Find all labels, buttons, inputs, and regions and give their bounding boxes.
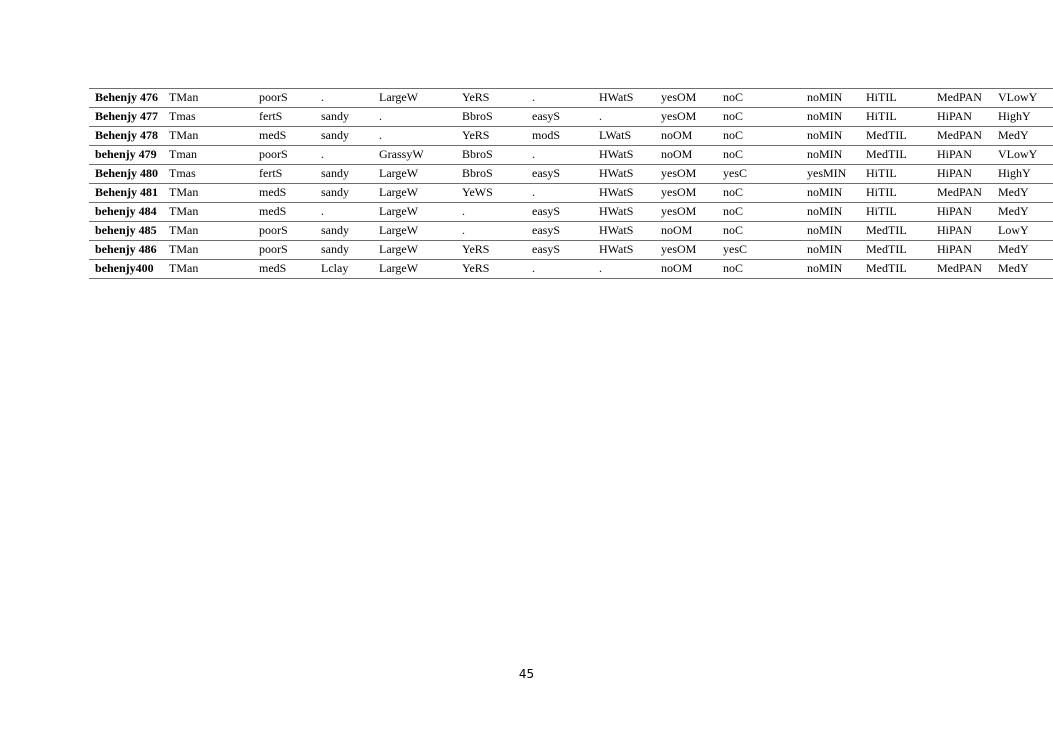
table-cell: HWatS [599,241,661,260]
table-cell: easyS [532,241,599,260]
table-cell: LargeW [379,89,462,108]
table-cell: easyS [532,108,599,127]
table-cell: sandy [321,108,379,127]
row-id-cell: Behenjy 476 [89,89,169,108]
table-cell: noOM [661,127,723,146]
observation-table [89,88,1053,279]
table-cell: YeRS [462,241,532,260]
table-cell: BbroS [462,146,532,165]
table-cell: GrassyW [379,146,462,165]
table-cell: MedTIL [866,222,937,241]
table-cell: sandy [321,184,379,203]
table-cell: LargeW [379,203,462,222]
table-cell: noMIN [807,89,866,108]
row-id-cell: behenjy400 [89,260,169,279]
table-row [89,241,1053,260]
table-cell: noMIN [807,108,866,127]
table-cell: Tman [169,146,259,165]
row-id-cell: Behenjy 481 [89,184,169,203]
table-cell: medS [259,260,321,279]
table-cell: LWatS [599,127,661,146]
table-cell: . [599,260,661,279]
table-cell: fertS [259,165,321,184]
row-id-cell: behenjy 485 [89,222,169,241]
table-cell: HWatS [599,184,661,203]
table-cell: poorS [259,89,321,108]
table-cell: yesMIN [807,165,866,184]
table-cell: noC [723,222,807,241]
table-cell: medS [259,127,321,146]
table-cell: YeRS [462,89,532,108]
table-cell: HiTIL [866,108,937,127]
table-cell: noC [723,146,807,165]
table-cell: sandy [321,222,379,241]
table-cell: LargeW [379,165,462,184]
table-cell: noC [723,260,807,279]
table-row [89,203,1053,222]
table-cell: HiTIL [866,165,937,184]
table-cell: yesOM [661,165,723,184]
table-cell: MedTIL [866,260,937,279]
table-cell: poorS [259,222,321,241]
table-cell: noMIN [807,241,866,260]
table-cell: TMan [169,127,259,146]
table-cell: yesOM [661,89,723,108]
table-cell: Lclay [321,260,379,279]
table-cell: . [532,89,599,108]
table-cell: HWatS [599,222,661,241]
row-id-cell: Behenjy 477 [89,108,169,127]
table-cell: . [321,146,379,165]
table-cell: sandy [321,127,379,146]
table-body [89,89,1053,279]
table-cell: VLowY [998,146,1053,165]
table-cell: Tmas [169,165,259,184]
table-cell: HWatS [599,146,661,165]
row-id-cell: behenjy 486 [89,241,169,260]
table-row [89,222,1053,241]
table-cell: MedTIL [866,241,937,260]
table-cell: HiTIL [866,89,937,108]
table-cell: TMan [169,203,259,222]
table-cell: easyS [532,165,599,184]
table-row [89,108,1053,127]
table-cell: . [379,108,462,127]
table-cell: yesOM [661,203,723,222]
row-id-cell: behenjy 484 [89,203,169,222]
row-id-cell: behenjy 479 [89,146,169,165]
table-cell: LargeW [379,222,462,241]
table-cell: VLowY [998,89,1053,108]
table-cell: BbroS [462,108,532,127]
table-cell: fertS [259,108,321,127]
table-cell: MedY [998,241,1053,260]
table-cell: noC [723,184,807,203]
table-cell: TMan [169,89,259,108]
table-cell: yesC [723,241,807,260]
table-cell: yesOM [661,108,723,127]
table-cell: HWatS [599,203,661,222]
table-cell: HighY [998,165,1053,184]
table-row [89,127,1053,146]
table-cell: noMIN [807,203,866,222]
table-cell: . [321,203,379,222]
table-cell: TMan [169,241,259,260]
table-row [89,146,1053,165]
table-cell: MedPAN [937,260,998,279]
table-cell: noOM [661,222,723,241]
table-cell: noC [723,89,807,108]
table-cell: Tmas [169,108,259,127]
table-cell: YeRS [462,127,532,146]
row-id-cell: Behenjy 478 [89,127,169,146]
table-cell: yesOM [661,241,723,260]
table-cell: poorS [259,241,321,260]
table-cell: . [532,146,599,165]
table-cell: BbroS [462,165,532,184]
table-cell: HWatS [599,165,661,184]
table-cell: poorS [259,146,321,165]
table-cell: noC [723,127,807,146]
table-cell: LargeW [379,184,462,203]
table-cell: MedY [998,203,1053,222]
table-cell: LargeW [379,260,462,279]
table-cell: yesOM [661,184,723,203]
table-cell: MedY [998,127,1053,146]
page-number: 45 [518,667,535,681]
table-cell: MedY [998,184,1053,203]
table-cell: noMIN [807,127,866,146]
table-cell: sandy [321,241,379,260]
table-cell: noOM [661,146,723,165]
table-cell: . [532,260,599,279]
table-cell: TMan [169,260,259,279]
table-cell: noMIN [807,146,866,165]
table-cell: easyS [532,222,599,241]
table-cell: noC [723,203,807,222]
table-cell: noMIN [807,260,866,279]
table-cell: HiPAN [937,222,998,241]
table-cell: yesC [723,165,807,184]
table-row [89,260,1053,279]
table-cell: MedPAN [937,89,998,108]
table-cell: HiPAN [937,203,998,222]
table-cell: TMan [169,184,259,203]
table-cell: . [532,184,599,203]
table-cell: . [599,108,661,127]
table-cell: medS [259,184,321,203]
table-cell: TMan [169,222,259,241]
table-row [89,184,1053,203]
table-cell: HiPAN [937,108,998,127]
table-cell: noC [723,108,807,127]
table-cell: MedTIL [866,146,937,165]
table-cell: medS [259,203,321,222]
table-cell: . [379,127,462,146]
table-cell: . [321,89,379,108]
table-cell: noMIN [807,222,866,241]
table-cell: HiPAN [937,146,998,165]
table-cell: MedPAN [937,184,998,203]
table-cell: YeRS [462,260,532,279]
table-cell: modS [532,127,599,146]
table-cell: HiTIL [866,184,937,203]
table-cell: HWatS [599,89,661,108]
table-cell: LowY [998,222,1053,241]
table-cell: . [462,203,532,222]
table-cell: HiTIL [866,203,937,222]
table-row [89,89,1053,108]
table-cell: LargeW [379,241,462,260]
table-cell: . [462,222,532,241]
table-cell: MedPAN [937,127,998,146]
table-cell: noOM [661,260,723,279]
table-cell: sandy [321,165,379,184]
table-row [89,165,1053,184]
table-cell: noMIN [807,184,866,203]
row-id-cell: Behenjy 480 [89,165,169,184]
table-cell: easyS [532,203,599,222]
table-cell: MedY [998,260,1053,279]
table-cell: HiPAN [937,165,998,184]
table-cell: HighY [998,108,1053,127]
table-cell: HiPAN [937,241,998,260]
table-cell: MedTIL [866,127,937,146]
table-cell: YeWS [462,184,532,203]
